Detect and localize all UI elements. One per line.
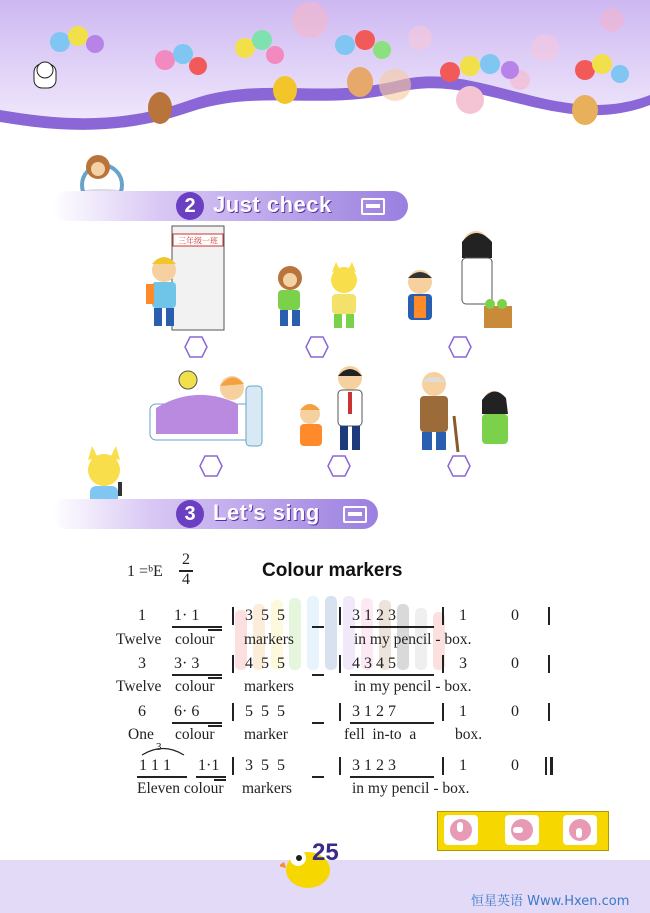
note-group: 1: [459, 757, 467, 774]
thumb-up-button[interactable]: [444, 815, 478, 845]
hexagon-icon[interactable]: [327, 455, 351, 477]
cassette-icon: [361, 198, 385, 215]
barline: [442, 703, 444, 721]
barline: [339, 703, 341, 721]
note-group: 3: [459, 655, 467, 672]
hexagon-icon[interactable]: [448, 336, 472, 358]
underline: [350, 674, 434, 676]
barline: [339, 655, 341, 673]
picture-boy-and-father: [292, 364, 372, 456]
lyric: colour: [175, 678, 215, 695]
lyric: marker: [244, 726, 288, 743]
note-group: 3 1 2 7: [352, 703, 396, 720]
song-title: Colour markers: [262, 560, 403, 581]
thumb-down-icon: [563, 815, 597, 845]
section-3-title: Let’s sing: [213, 500, 320, 525]
lyric: One: [128, 726, 154, 743]
note-group: 3 1 2 3: [352, 607, 396, 624]
underline: [312, 674, 324, 676]
hexagon-icon[interactable]: [184, 336, 208, 358]
lyric: in my pencil - box.: [352, 780, 470, 797]
picture-boy-classroom-door: [140, 222, 230, 334]
cassette-icon: [343, 506, 367, 523]
barline: [232, 757, 234, 775]
note-group: 6: [138, 703, 146, 720]
class-sign: 三年级一班: [178, 236, 218, 246]
underline: [172, 674, 222, 676]
lyric: Eleven colour: [137, 780, 224, 797]
lyric: markers: [244, 678, 294, 695]
underline: [312, 722, 324, 724]
note-group: 1 1 1: [139, 757, 171, 774]
thumb-side-icon: [505, 815, 539, 845]
barline: [339, 607, 341, 625]
hexagon-icon[interactable]: [199, 455, 223, 477]
underline: [312, 626, 324, 628]
picture-grandpa-and-girl: [404, 368, 522, 454]
note-group: 4 5 5: [245, 655, 285, 672]
barline: [232, 703, 234, 721]
note-group: 4 3 4 5: [352, 655, 396, 672]
lyric: Twelve: [116, 631, 162, 648]
note-group: 5 5 5: [245, 703, 285, 720]
underline: [350, 776, 434, 778]
triplet-slur: [140, 746, 186, 756]
note-group: 3: [138, 655, 146, 672]
picture-monkey-and-cat: [262, 260, 374, 336]
note-group: 0: [511, 703, 519, 720]
section-3-number: 3: [176, 500, 204, 528]
final-barline: [545, 757, 547, 775]
underline: [350, 626, 434, 628]
barline: [232, 655, 234, 673]
barline: [548, 703, 550, 721]
note-group: 3 5 5: [245, 607, 285, 624]
section-2-number: 2: [176, 192, 204, 220]
time-signature-top: 2: [182, 551, 190, 568]
header-illustration: [0, 0, 650, 140]
song-key: 1 =ᵇE: [127, 563, 163, 580]
lyric: markers: [244, 631, 294, 648]
barline: [548, 655, 550, 673]
lyric: box.: [455, 726, 483, 743]
barline: [442, 607, 444, 625]
lyric: fell in-to a: [344, 726, 417, 743]
lyric: in my pencil - box.: [354, 678, 472, 695]
underline: [172, 722, 222, 724]
barline: [232, 607, 234, 625]
barline: [548, 607, 550, 625]
section-2-title: Just check: [213, 192, 332, 217]
underline: [350, 722, 434, 724]
note-group: 3· 3: [174, 655, 200, 672]
barline: [339, 757, 341, 775]
note-group: 1: [138, 607, 146, 624]
lyric: Twelve: [116, 678, 162, 695]
note-group: 3 1 2 3: [352, 757, 396, 774]
note-group: 6· 6: [174, 703, 200, 720]
thumb-side-button[interactable]: [505, 815, 539, 845]
thumb-down-button[interactable]: [563, 815, 597, 845]
note-group: 1·1: [198, 757, 220, 774]
note-group: 1: [459, 607, 467, 624]
note-group: 1: [459, 703, 467, 720]
underline: [196, 776, 226, 778]
lyric: colour: [175, 726, 215, 743]
barline: [442, 757, 444, 775]
hexagon-icon[interactable]: [305, 336, 329, 358]
note-group: 0: [511, 655, 519, 672]
note-group: 0: [511, 757, 519, 774]
picture-girl-in-bed: [146, 364, 266, 454]
note-group: 3 5 5: [245, 757, 285, 774]
lyric: in my pencil - box.: [354, 631, 472, 648]
lyric: markers: [242, 780, 292, 797]
note-group: 1· 1: [174, 607, 200, 624]
barline: [442, 655, 444, 673]
triplet-mark: 3: [156, 741, 162, 753]
final-barline: [550, 757, 553, 775]
underline: [137, 776, 187, 778]
page-number: 25: [312, 839, 339, 866]
note-group: 0: [511, 607, 519, 624]
picture-boy-and-teacher: [398, 224, 522, 336]
hexagon-icon[interactable]: [447, 455, 471, 477]
watermark: 恒星英语 Www.Hxen.com: [471, 894, 630, 909]
underline: [312, 776, 324, 778]
thumb-up-icon: [444, 815, 478, 845]
time-signature-bottom: 4: [182, 571, 190, 588]
lyric: colour: [175, 631, 215, 648]
underline: [172, 626, 222, 628]
